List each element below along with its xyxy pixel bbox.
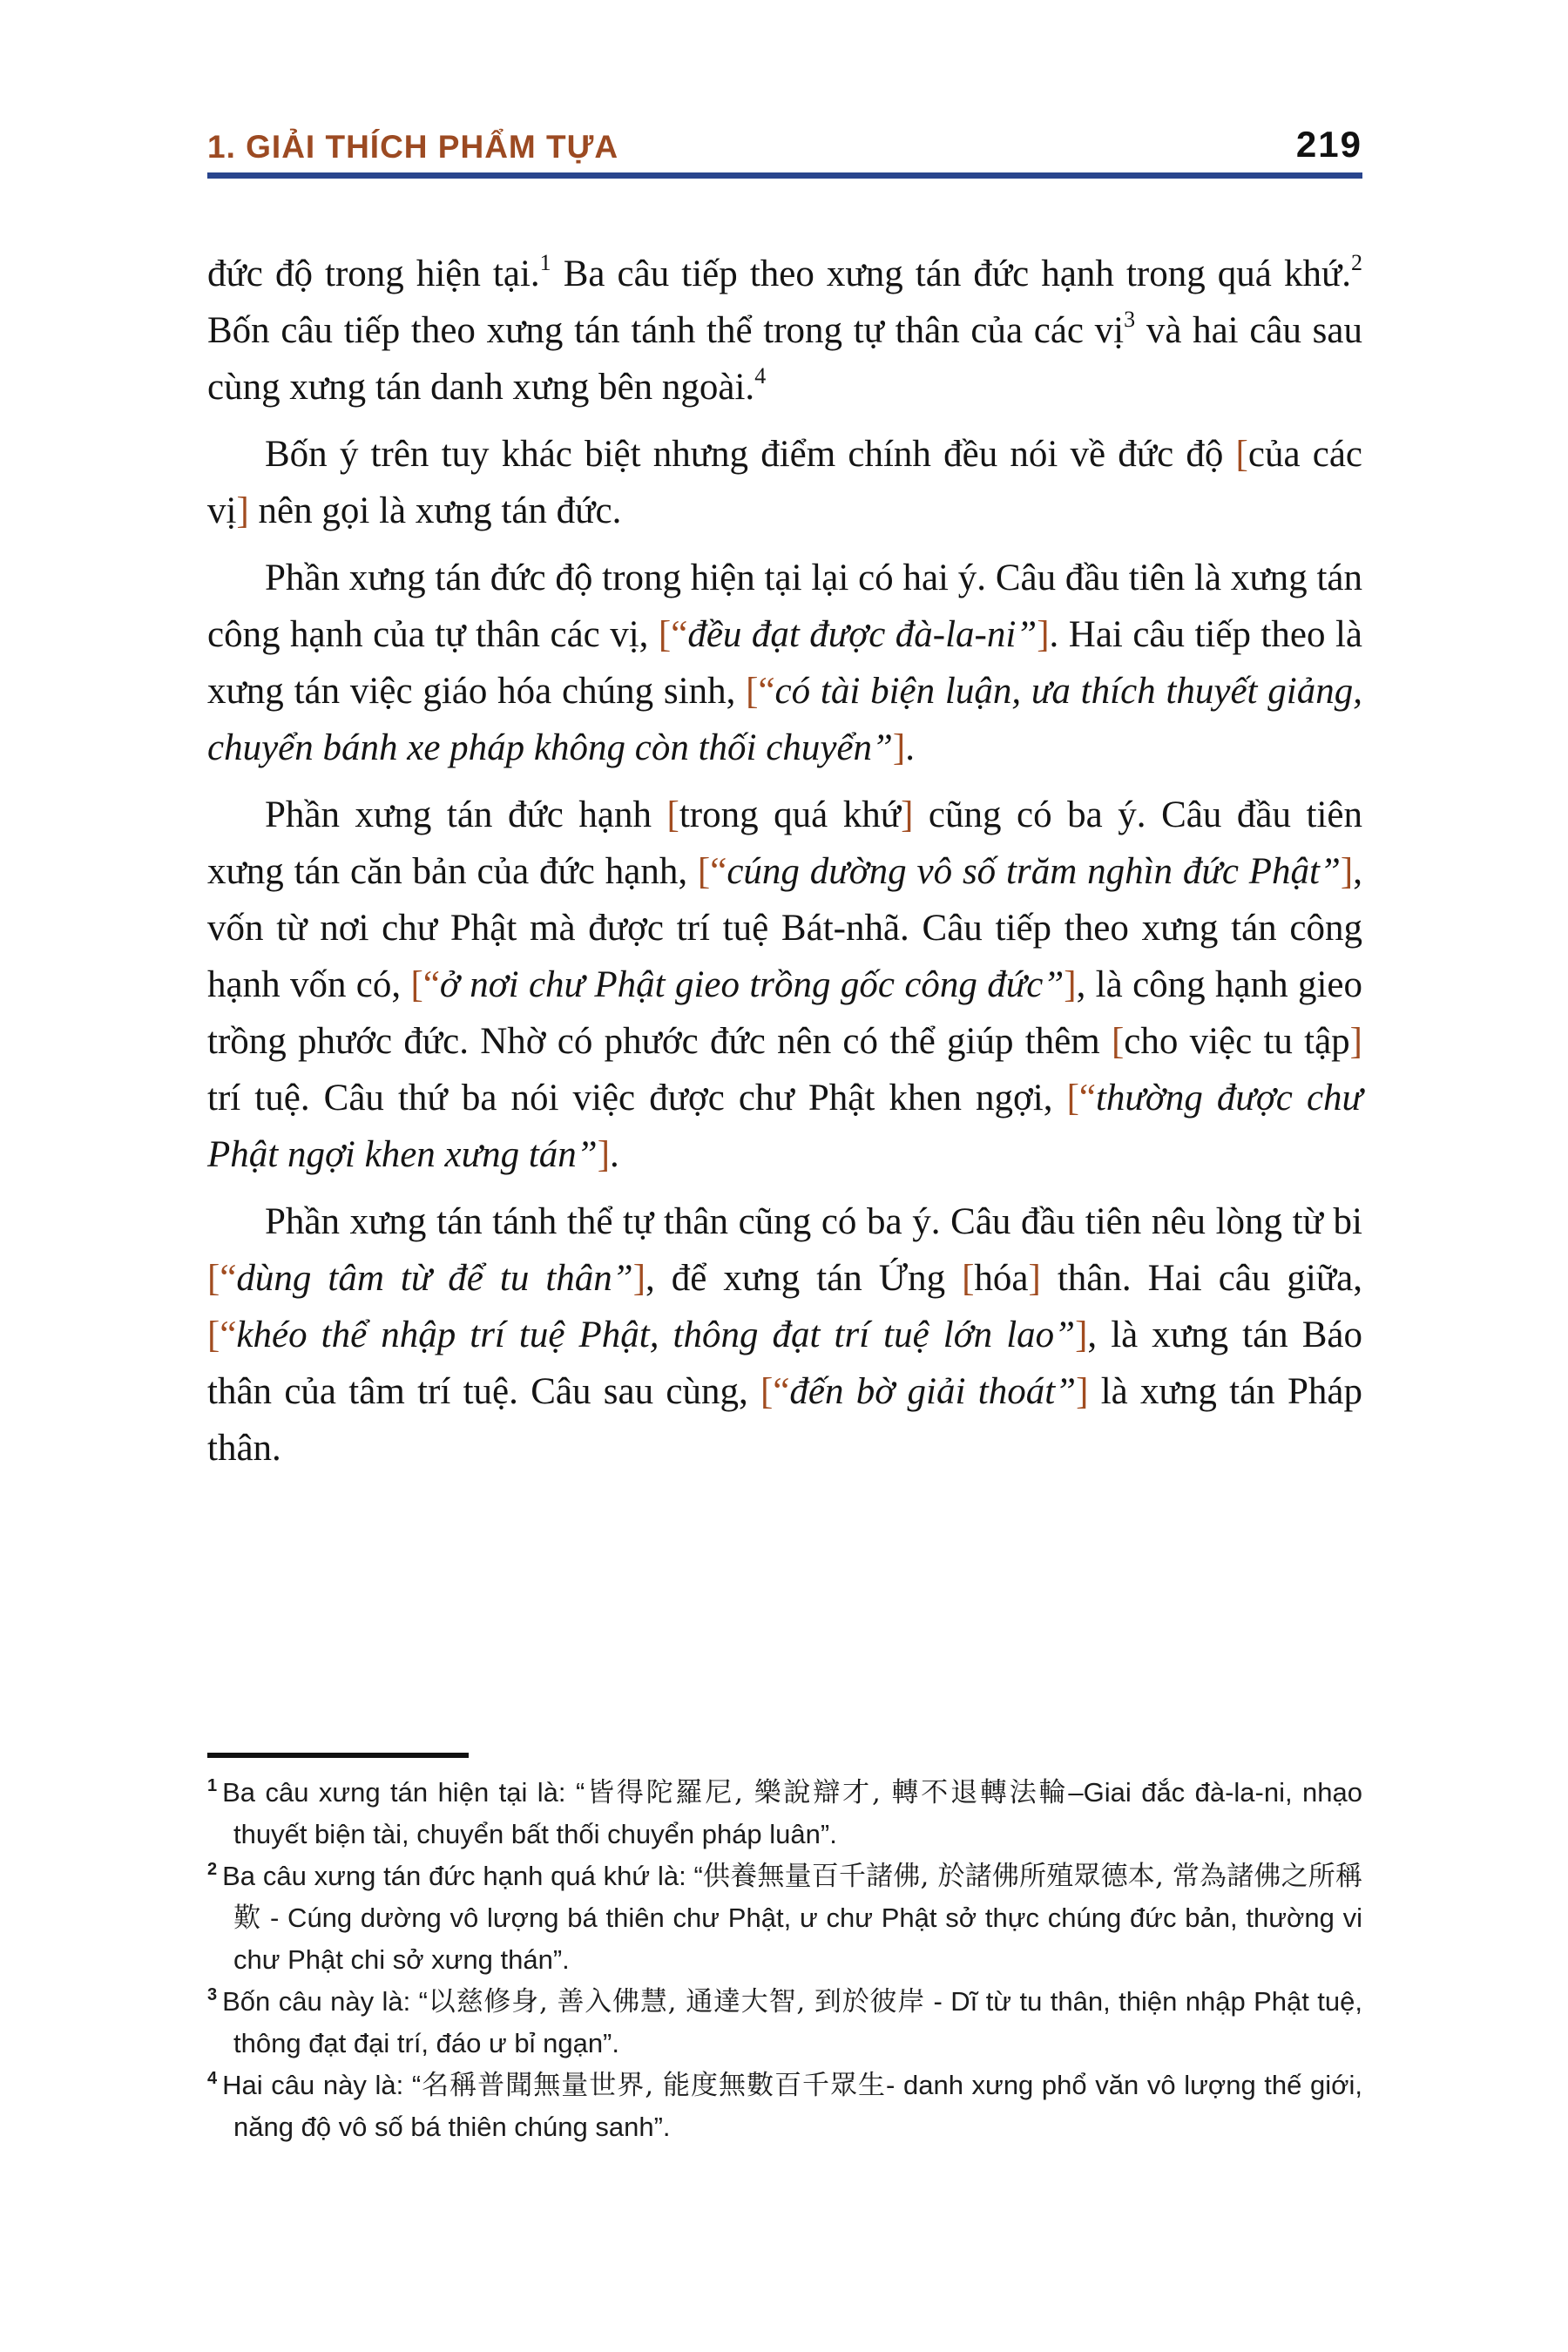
- chapter-header-title: 1. GIẢI THÍCH PHẨM TỰA: [207, 129, 619, 165]
- footnote-text: Hai câu này là: “名稱普聞無量世界, 能度無數百千眾生- danh xưng phổ văn vô lượng thế giới, năng độ vô số bá thiên chúng sanh”.: [222, 2070, 1362, 2142]
- footnote-item: [207, 2065, 1362, 2148]
- footnote-item: [207, 1981, 1362, 2065]
- paragraph: Phần xưng tán đức độ trong hiện tại lại có hai ý. Câu đầu tiên là xưng tán công hạnh của tự thân các vị, [“đều đạt được đà-la-ni”]. Hai câu tiếp theo là xưng tán việc giáo hóa chúng sinh, [“có tài biện luận, ưa thích thuyết giảng, chuyển bánh xe pháp không còn thối chuyển”].: [207, 558, 1362, 768]
- page-number: 219: [1295, 124, 1362, 165]
- body-text: [207, 246, 1362, 1487]
- footnote-marker: 1: [207, 1776, 218, 1795]
- footnote-text: Bốn câu này là: “以慈修身, 善入佛慧, 通達大智, 到於彼岸 - Dĩ từ tu thân, thiện nhập Phật tuệ, thông đạt đại trí, đáo ư bỉ ngạn”.: [222, 1986, 1363, 2058]
- footnote-item: [207, 1772, 1362, 1855]
- footnote-marker: 2: [207, 1860, 218, 1879]
- paragraph: Phần xưng tán tánh thể tự thân cũng có ba ý. Câu đầu tiên nêu lòng từ bi [“dùng tâm từ để tu thân”], để xưng tán Ứng [hóa] thân. Hai câu giữa, [“khéo thể nhập trí tuệ Phật, thông đạt trí tuệ lớn lao”], là xưng tán Báo thân của tâm trí tuệ. Câu sau cùng, [“đến bờ giải thoát”] là xưng tán Pháp thân.: [207, 1201, 1362, 1469]
- footnote-item: [207, 1855, 1362, 1981]
- footnote-marker: 4: [207, 2069, 218, 2088]
- footnote-separator: [207, 1753, 469, 1758]
- header-rule: [207, 172, 1362, 179]
- paragraph: Bốn ý trên tuy khác biệt nhưng điểm chính đều nói về đức độ [của các vị] nên gọi là xưng tán đức.: [207, 434, 1362, 531]
- paragraph: đức độ trong hiện tại.$^1$ Ba câu tiếp theo xưng tán đức hạnh trong quá khứ.$^2$ Bốn câu tiếp theo xưng tán tánh thể trong tự thân của các vị$^3$ và hai câu sau cùng xưng tán danh xưng bên ngoài.$^4$: [207, 250, 1363, 408]
- footnote-text: Ba câu xưng tán đức hạnh quá khứ là: “供養無量百千諸佛, 於諸佛所殖眾德本, 常為諸佛之所稱歎 - Cúng dường vô lượng bá thiên chư Phật, ư chư Phật sở thực chúng đức bản, thường vi chư Phật chi sở xưng thán”.: [222, 1861, 1362, 1975]
- footnotes: [207, 1753, 1362, 2148]
- footnote-marker: 3: [207, 1985, 218, 2004]
- footnote-text: Ba câu xưng tán hiện tại là: “皆得陀羅尼, 樂說辯才, 轉不退轉法輪–Giai đắc đà-la-ni, nhạo thuyết biện tài, chuyển bất thối chuyển pháp luân”.: [222, 1777, 1363, 1849]
- running-header: [207, 124, 1362, 166]
- paragraph: Phần xưng tán đức hạnh [trong quá khứ] cũng có ba ý. Câu đầu tiên xưng tán căn bản của đức hạnh, [“cúng dường vô số trăm nghìn đức Phật”], vốn từ nơi chư Phật mà được trí tuệ Bát-nhã. Câu tiếp theo xưng tán công hạnh vốn có, [“ở nơi chư Phật gieo trồng gốc công đức”], là công hạnh gieo trồng phước đức. Nhờ có phước đức nên có thể giúp thêm [cho việc tu tập] trí tuệ. Câu thứ ba nói việc được chư Phật khen ngợi, [“thường được chư Phật ngợi khen xưng tán”].: [207, 794, 1363, 1175]
